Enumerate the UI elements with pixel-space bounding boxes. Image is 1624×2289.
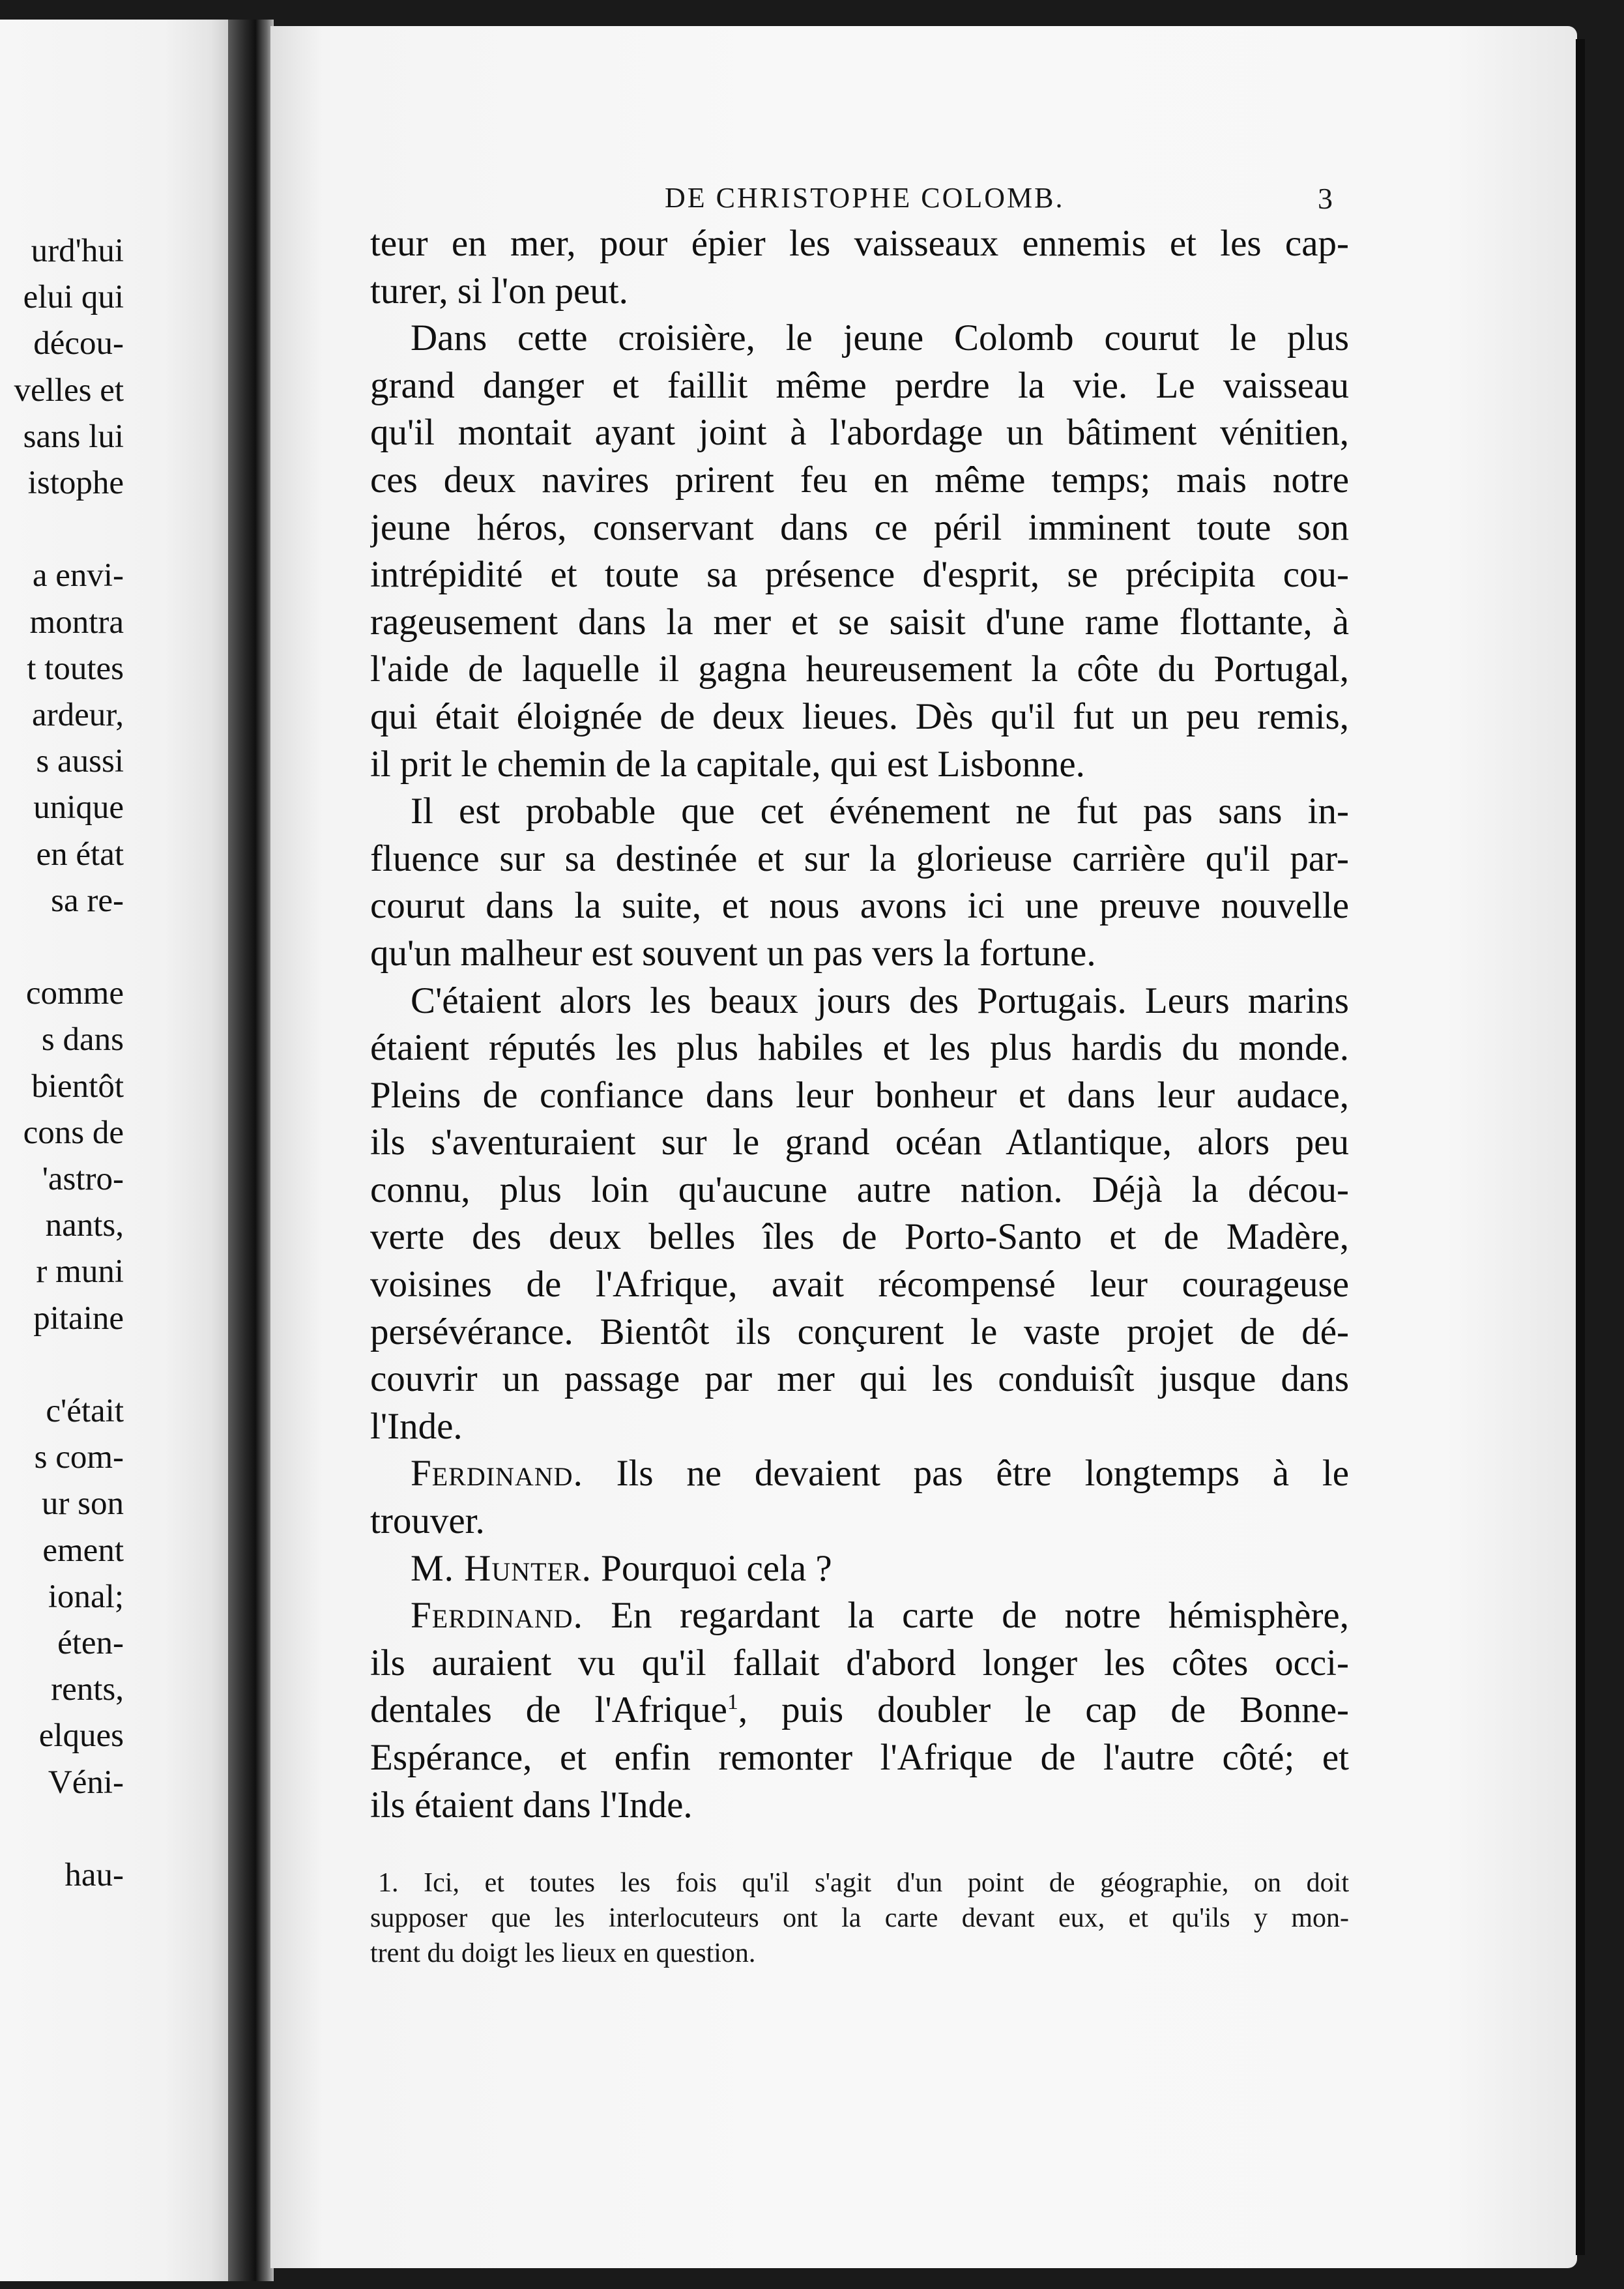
left-page-line: bientôt <box>31 1068 124 1105</box>
left-page-line: velles et <box>14 372 124 409</box>
text-line: qu'un malheur est souvent un pas vers la fortune. <box>370 932 1096 974</box>
text-line: jeune héros, conservant dans ce péril imminent toute son <box>370 506 1349 548</box>
left-page-line: 'astro- <box>42 1161 124 1197</box>
text-line: étaient réputés les plus habiles et les plus hardis du monde. <box>370 1027 1349 1069</box>
text-line: teur en mer, pour épier les vaisseaux ennemis et les cap- <box>370 223 1349 264</box>
text-line <box>370 1687 1349 1734</box>
running-title: DE CHRISTOPHE COLOMB. <box>665 182 1065 214</box>
text-line: ces deux navires prirent feu en même temps; mais notre <box>370 459 1349 501</box>
left-page-text <box>0 20 235 2281</box>
speaker-name: M. Hunter. <box>411 1547 592 1589</box>
text-line: Il est probable que cet événement ne fut pas sans in- <box>411 791 1349 832</box>
left-page-line: ur son <box>41 1485 124 1523</box>
text-line: rageusement dans la mer et se saisit d'une rame flottante, à <box>370 601 1349 643</box>
text-line: Pleins de confiance dans leur bonheur et dans leur audace, <box>370 1074 1349 1116</box>
left-page-line: ement <box>42 1532 124 1569</box>
left-page-line: a envi- <box>32 557 124 594</box>
left-page-line: istophe <box>27 465 124 501</box>
text-line: Espérance, et enfin remonter l'Afrique de l'autre côté; et <box>370 1737 1349 1778</box>
left-page-line: unique <box>33 789 124 826</box>
left-page-line: elui qui <box>23 279 124 316</box>
text-line: Dans cette croisière, le jeune Colomb courut le plus <box>411 317 1349 359</box>
left-page-line: ional; <box>48 1578 124 1615</box>
footnote-line: 1. Ici, et toutes les fois qu'il s'agit d'un point de géographie, on doit <box>378 1868 1349 1898</box>
text-line: trouver. <box>370 1500 485 1542</box>
dialogue-line <box>370 1592 1349 1640</box>
page-number: 3 <box>1318 182 1333 215</box>
left-page-line: s aussi <box>36 743 124 780</box>
text-line: C'étaient alors les beaux jours des Portugais. Leurs marins <box>411 980 1349 1021</box>
footnote <box>370 1865 1349 1971</box>
text-line: qui était éloignée de deux lieues. Dès qu'il fut un peu remis, <box>370 695 1349 737</box>
left-page-line: urd'hui <box>31 233 124 269</box>
left-page-line: éten- <box>57 1625 124 1661</box>
left-page-line: ardeur, <box>32 697 124 733</box>
left-page-line: Véni- <box>48 1764 124 1801</box>
left-page-line: hau- <box>65 1857 124 1893</box>
text-line: courut dans la suite, et nous avons ici une preuve nouvelle <box>370 885 1349 927</box>
dialogue-line <box>370 1450 1349 1498</box>
left-page-line: c'était <box>46 1393 124 1429</box>
text-line: connu, plus loin qu'aucune autre nation. Déjà la décou- <box>370 1169 1349 1210</box>
dialogue-line <box>370 1545 1349 1593</box>
text-segment: , puis doubler le cap de Bonne- <box>738 1689 1349 1731</box>
left-page-line: sa re- <box>51 882 124 919</box>
text-line: persévérance. Bientôt ils conçurent le vaste projet de dé- <box>370 1311 1349 1352</box>
text-line: verte des deux belles îles de Porto-Santo et de Madère, <box>370 1216 1349 1258</box>
left-page-line: elques <box>38 1717 124 1755</box>
left-page-line: s com- <box>34 1439 124 1476</box>
speaker-name: Ferdinand. <box>411 1453 583 1494</box>
footnote-line: supposer que les interlocuteurs ont la carte devant eux, et qu'ils y mon- <box>370 1903 1349 1933</box>
dialogue-text: Ils ne devaient pas être longtemps à le <box>583 1453 1349 1494</box>
left-page-line: t toutes <box>27 650 124 687</box>
dialogue-text: Pourquoi cela ? <box>591 1547 832 1589</box>
text-line: turer, si l'on peut. <box>370 270 628 312</box>
text-line: l'Inde. <box>370 1405 463 1447</box>
text-line: intrépidité et toute sa présence d'esprit, se précipita cou- <box>370 554 1349 596</box>
text-line: voisines de l'Afrique, avait récompensé leur courageuse <box>370 1264 1349 1305</box>
dialogue-text: En regardant la carte de notre hémisphère, <box>583 1595 1349 1637</box>
left-page-line: comme <box>25 975 124 1012</box>
footnote-reference: 1 <box>727 1690 738 1715</box>
left-page-line: décou- <box>33 325 124 362</box>
book-gutter <box>228 20 274 2281</box>
text-line: ils étaient dans l'Inde. <box>370 1784 693 1826</box>
left-page-line: r muni <box>36 1253 124 1290</box>
left-page-line: montra <box>29 604 124 641</box>
left-page-line: cons de <box>23 1114 124 1151</box>
left-page-line: en état <box>36 836 124 873</box>
text-line: couvrir un passage par mer qui les conduisît jusque dans <box>370 1358 1349 1400</box>
left-page-line: s dans <box>41 1021 124 1058</box>
page-edge-shadow <box>1576 39 1585 2255</box>
left-page <box>0 20 235 2281</box>
text-segment: dentales de l'Afrique <box>370 1689 727 1731</box>
left-page-line: sans lui <box>23 418 124 455</box>
footnote-line: trent du doigt les lieux en question. <box>370 1938 756 1968</box>
left-page-line: pitaine <box>33 1300 124 1337</box>
left-page-line: nants, <box>45 1207 124 1244</box>
page-body <box>370 220 1349 1829</box>
text-line: ils s'aventuraient sur le grand océan Atlantique, alors peu <box>370 1122 1349 1163</box>
text-line: l'aide de laquelle il gagna heureusement la côte du Portugal, <box>370 649 1349 690</box>
text-line: ils auraient vu qu'il fallait d'abord longer les côtes occi- <box>370 1642 1349 1684</box>
text-line: grand danger et faillit même perdre la vie. Le vaisseau <box>370 364 1349 406</box>
left-page-line: rents, <box>51 1671 124 1708</box>
text-line: fluence sur sa destinée et sur la glorieuse carrière qu'il par- <box>370 838 1349 879</box>
text-line: il prit le chemin de la capitale, qui est Lisbonne. <box>370 743 1085 785</box>
text-line: qu'il montait ayant joint à l'abordage un bâtiment vénitien, <box>370 412 1349 454</box>
speaker-name: Ferdinand. <box>411 1595 583 1637</box>
